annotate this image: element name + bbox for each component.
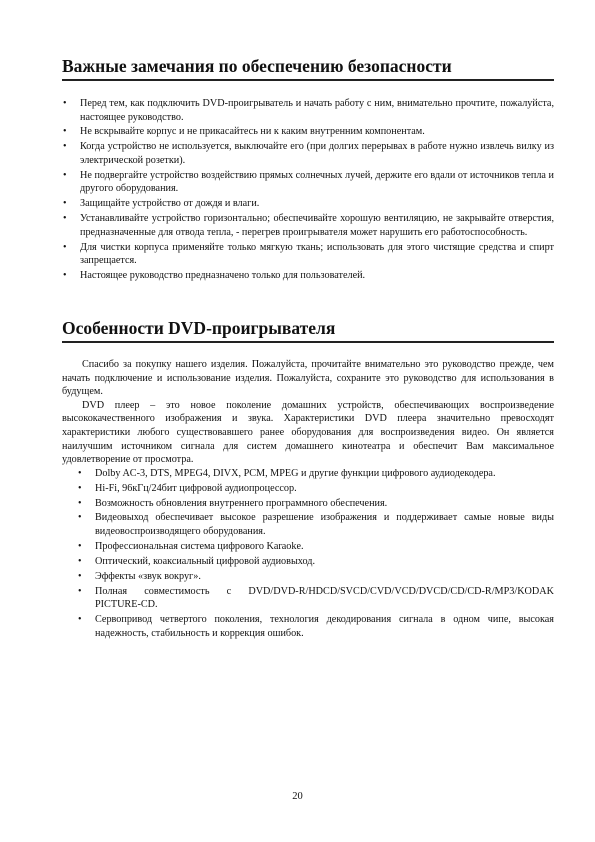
list-item: [77, 497, 554, 511]
list-item: [77, 585, 554, 612]
bullet-icon: •: [63, 213, 67, 225]
bullet-icon: •: [78, 570, 82, 582]
list-item: [77, 570, 554, 584]
bullet-icon: •: [78, 540, 82, 552]
list-item: [77, 482, 554, 496]
bullet-icon: •: [63, 98, 67, 109]
bullet-icon: •: [78, 482, 82, 494]
list-item-text: Настоящее руководство предназначено только для пользователей.: [80, 270, 366, 282]
list-item-text: Оптический, коаксиальный цифровой аудиовыход.: [95, 555, 316, 567]
description-paragraph: DVD плеер – это новое поколение домашних устройств, обеспечивающих воспроизведение высококачественного изображения и звука. Характеристики DVD плеера значительно превосходят характеристики любого существовавшего ранее оборудования для воспроизведения видео. Он является наилучшим источником сигнала для систем домашнего кинотеатра и обеспечит Вам максимальное удовлетворение от просмотра.: [62, 399, 554, 466]
list-item-text: Не вскрывайте корпус и не прикасайтесь ни к каким внутренним компонентам.: [80, 126, 425, 138]
safety-heading: Важные замечания по обеспечению безопасности: [62, 56, 554, 81]
list-item-text: Сервопривод четвертого поколения, технология декодирования сигнала в одном чипе, высокая надежность, стабильность и коррекция ошибок.: [95, 614, 554, 639]
list-item: [77, 511, 554, 538]
bullet-icon: •: [63, 126, 67, 138]
features-section: [62, 318, 554, 642]
list-item-text: Dolby AC-3, DTS, MPEG4, DIVX, PCM, MPEG и другие функции цифрового аудиодекодера.: [95, 467, 496, 479]
list-item: [62, 125, 554, 139]
list-item: [62, 140, 554, 167]
list-item-text: Устанавливайте устройство горизонтально; обеспечивайте хорошую вентиляцию, не закрывайте отверстия, предназначенные для отвода тепла, - перегрев проигрывателя может нарушить его работоспособность.: [80, 213, 554, 238]
list-item: [62, 269, 554, 283]
list-item-text: Видеовыход обеспечивает высокое разрешение изображения и поддерживает самые новые виды видеовоспроизводящего оборудования.: [95, 512, 554, 538]
list-item: [77, 613, 554, 640]
page-number: 20: [292, 791, 303, 802]
safety-list: [62, 97, 554, 283]
list-item-text: Возможность обновления внутреннего программного обеспечения.: [95, 497, 388, 509]
bullet-icon: •: [78, 512, 82, 524]
safety-section: [62, 56, 554, 284]
list-item-text: Когда устройство не используется, выключайте его (при долгих перерывах в работе нужно извлечь вилку из электрической розетки).: [80, 141, 554, 166]
list-item: [62, 197, 554, 211]
list-item-text: Эффекты «звук вокруг».: [95, 570, 201, 582]
list-item: [77, 555, 554, 569]
list-item-text: Для чистки корпуса применяйте только мягкую ткань; использовать для этого чистящие средства и спирт запрещается.: [80, 241, 554, 267]
list-item: [62, 241, 554, 268]
list-item-text: Профессиональная система цифрового Karaoke.: [95, 540, 304, 552]
bullet-icon: •: [78, 497, 82, 509]
list-item-text: Перед тем, как подключить DVD-проигрыватель и начать работу с ним, внимательно прочтите, пожалуйста, настоящее руководство.: [80, 98, 554, 123]
list-item: [77, 540, 554, 554]
bullet-icon: •: [63, 270, 67, 282]
list-item: [77, 467, 554, 481]
bullet-icon: •: [78, 614, 82, 626]
bullet-icon: •: [63, 241, 67, 253]
list-item-text: Защищайте устройство от дождя и влаги.: [80, 198, 260, 210]
intro-paragraph: Спасибо за покупку нашего изделия. Пожалуйста, прочитайте внимательно это руководство прежде, чем начать подключение и использование изделия. Пожалуйста, сохраните это руководство для использования в будущем.: [62, 359, 554, 398]
list-item: [62, 212, 554, 239]
list-item: [62, 169, 554, 196]
bullet-icon: •: [78, 467, 82, 479]
bullet-icon: •: [78, 555, 82, 567]
bullet-icon: •: [63, 169, 67, 181]
bullet-icon: •: [63, 198, 67, 210]
list-item-text: Не подвергайте устройство воздействию прямых солнечных лучей, держите его вдали от источников тепла и другого оборудования.: [80, 169, 554, 195]
list-item-text: Hi-Fi, 96кГц/24бит цифровой аудиопроцессор.: [95, 482, 297, 494]
features-list: [77, 467, 554, 641]
bullet-icon: •: [63, 141, 67, 153]
list-item-text: Полная совместимость с DVD/DVD-R/HDCD/SVCD/CVD/VCD/DVCD/CD/CD-R/MP3/KODAK PICTURE-CD.: [95, 585, 554, 611]
list-item: [62, 97, 554, 124]
features-heading: Особенности DVD-проигрывателя: [62, 318, 554, 343]
bullet-icon: •: [78, 585, 82, 597]
